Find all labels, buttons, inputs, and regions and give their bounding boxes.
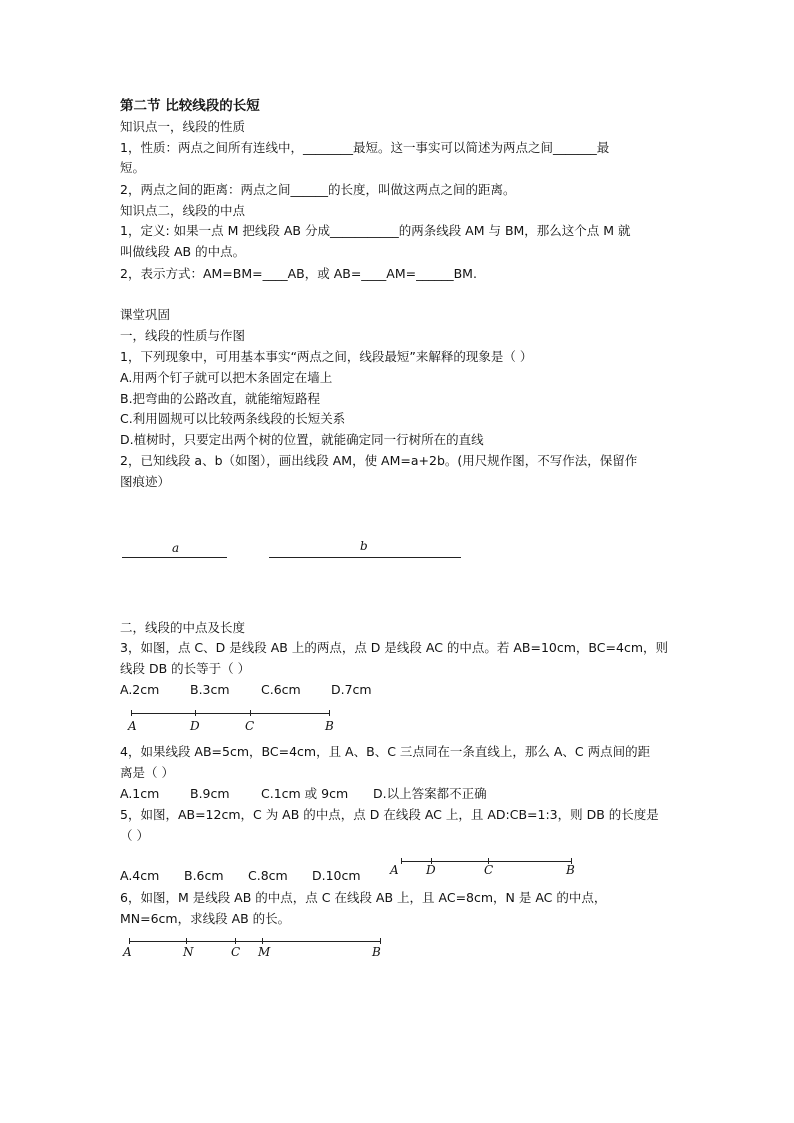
- kp2-heading: 知识点二，线段的中点: [120, 203, 246, 218]
- q3-option: D.7cm: [331, 682, 372, 697]
- q6-tick: [262, 938, 263, 944]
- q5-options: [120, 868, 361, 884]
- q5-line: [401, 861, 572, 862]
- q5-point-label: C: [484, 863, 494, 877]
- q1-stem: 1，下列现象中，可用基本事实“两点之间，线段最短”来解释的现象是（ ）: [120, 349, 533, 364]
- q4-options: [120, 786, 487, 802]
- q3-line: [131, 713, 330, 714]
- q5-option: D.10cm: [312, 868, 361, 883]
- q6-stem: 6，如图，M 是线段 AB 的中点，点 C 在线段 AB 上，且 AC=8cm，N 是 AC 的中点，: [120, 890, 607, 905]
- q1-option-c: C.利用圆规可以比较两条线段的长短关系: [120, 411, 346, 426]
- segment-a-line: [122, 557, 227, 558]
- q3-point-label: D: [190, 719, 200, 733]
- kp2-line2: 2，表示方式：AM=BM=____AB，或 AB=____AM=______BM.: [120, 266, 477, 281]
- q5-option: B.6cm: [184, 868, 224, 883]
- segment-b-label: b: [360, 539, 368, 553]
- section1-heading: 一，线段的性质与作图: [120, 328, 246, 343]
- q4-option: A.1cm: [120, 786, 160, 801]
- q3-point-label: A: [128, 719, 137, 733]
- q6-point-label: A: [123, 945, 132, 959]
- q3-stem: 3，如图，点 C、D 是线段 AB 上的两点，点 D 是线段 AC 的中点。若 AB=10cm，BC=4cm，则: [120, 640, 668, 655]
- q5-point-label: B: [566, 863, 575, 877]
- q6-stem-cont: MN=6cm，求线段 AB 的长。: [120, 911, 291, 926]
- q4-stem-cont: 离是（ ）: [120, 765, 174, 780]
- q4-option: C.1cm 或 9cm: [261, 786, 349, 801]
- section2-heading: 二，线段的中点及长度: [120, 620, 246, 635]
- q5-tick: [401, 858, 402, 864]
- q5-stem-cont: （ ）: [120, 828, 149, 843]
- q5-option: C.8cm: [248, 868, 288, 883]
- section-title: 第二节 比较线段的长短: [120, 98, 260, 114]
- q5-point-label: A: [390, 863, 399, 877]
- segment-a-label: a: [172, 541, 180, 555]
- kp2-line1b: 叫做线段 AB 的中点。: [120, 244, 246, 259]
- kp1-heading: 知识点一，线段的性质: [120, 119, 246, 134]
- q1-option-a: A.用两个钉子就可以把木条固定在墙上: [120, 370, 333, 385]
- q3-option: A.2cm: [120, 682, 160, 697]
- q6-point-label: M: [258, 945, 271, 959]
- q2-stem: 2，已知线段 a、b（如图），画出线段 AM，使 AM=a+2b。(用尺规作图，不写作法，保留作: [120, 453, 638, 468]
- segment-b-line: [269, 557, 461, 558]
- q2-stem-cont: 图痕迹）: [120, 474, 171, 489]
- kp1-line1: 1，性质：两点之间所有连线中，________最短。这一事实可以简述为两点之间_______最: [120, 140, 610, 155]
- q5-option: A.4cm: [120, 868, 160, 883]
- q3-tick: [250, 710, 251, 716]
- q6-tick: [129, 938, 130, 944]
- q6-tick: [186, 938, 187, 944]
- q6-point-label: N: [183, 945, 194, 959]
- q3-stem-cont: 线段 DB 的长等于（ ）: [120, 661, 251, 676]
- q4-option: B.9cm: [190, 786, 230, 801]
- q5-stem: 5，如图，AB=12cm，C 为 AB 的中点，点 D 在线段 AC 上，且 AD:CB=1:3，则 DB 的长度是: [120, 807, 659, 822]
- q3-point-label: B: [325, 719, 334, 733]
- practice-heading: 课堂巩固: [120, 307, 171, 322]
- q3-option: B.3cm: [190, 682, 230, 697]
- q6-point-label: B: [372, 945, 381, 959]
- q6-point-label: C: [231, 945, 241, 959]
- q1-option-d: D.植树时，只要定出两个树的位置，就能确定同一行树所在的直线: [120, 432, 484, 447]
- q3-tick: [195, 710, 196, 716]
- q1-option-b: B.把弯曲的公路改直，就能缩短路程: [120, 391, 321, 406]
- q4-option: D.以上答案都不正确: [373, 786, 487, 801]
- q5-point-label: D: [426, 863, 436, 877]
- q4-stem: 4，如果线段 AB=5cm，BC=4cm，且 A、B、C 三点同在一条直线上，那么 A、C 两点间的距: [120, 744, 651, 759]
- q3-tick: [329, 710, 330, 716]
- q6-line: [129, 941, 381, 942]
- q3-options: [120, 682, 372, 698]
- q6-tick: [235, 938, 236, 944]
- q3-tick: [131, 710, 132, 716]
- q3-point-label: C: [245, 719, 255, 733]
- kp1-line2: 2，两点之间的距离：两点之间______的长度，叫做这两点之间的距离。: [120, 182, 516, 197]
- q6-tick: [380, 938, 381, 944]
- kp1-line1b: 短。: [120, 160, 146, 175]
- q3-option: C.6cm: [261, 682, 301, 697]
- kp2-line1: 1，定义: 如果一点 M 把线段 AB 分成___________的两条线段 AM 与 BM，那么这个点 M 就: [120, 223, 631, 238]
